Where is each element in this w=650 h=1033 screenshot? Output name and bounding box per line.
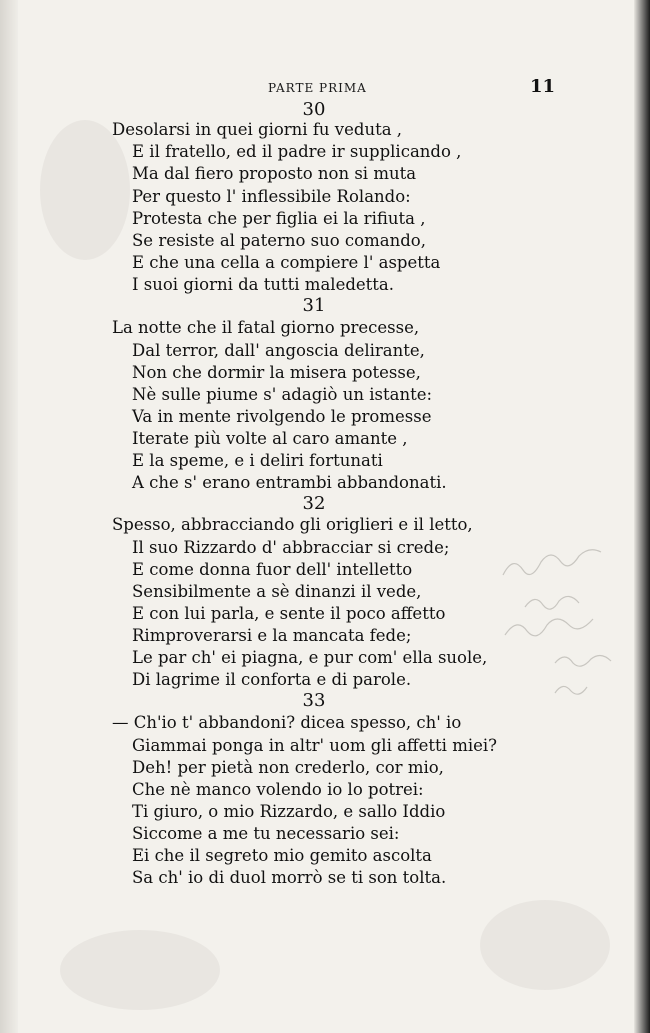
- verse-line: Non che dormir la misera potesse,: [132, 363, 421, 382]
- verse-line: E il fratello, ed il padre ir supplicando ,: [132, 142, 462, 161]
- page-left-edge: [0, 0, 18, 1033]
- verse-line: Di lagrime il conforta e di parole.: [132, 670, 412, 689]
- verse-line: — Ch'io t' abbandoni? dicea spesso, ch' io: [112, 713, 462, 732]
- verse-line: Desolarsi in quei giorni fu veduta ,: [112, 120, 403, 139]
- verse-line: Siccome a me tu necessario sei:: [132, 824, 400, 843]
- verse-line: Il suo Rizzardo d' abbracciar si crede;: [132, 538, 450, 557]
- verse-line: Spesso, abbracciando gli origlieri e il letto,: [112, 515, 473, 534]
- verse-line: Se resiste al paterno suo comando,: [132, 231, 426, 250]
- stanza-number: 31: [302, 295, 326, 316]
- running-head: PARTE PRIMA: [268, 81, 367, 95]
- verse-line: Le par ch' ei piagna, e pur com' ella suole,: [132, 648, 488, 667]
- stanza-number: 30: [302, 99, 326, 120]
- page-number: 11: [530, 76, 556, 97]
- paper-stain: [60, 930, 220, 1010]
- verse-line: Che nè manco volendo io lo potrei:: [132, 780, 424, 799]
- verse-line: A che s' erano entrambi abbandonati.: [132, 473, 447, 492]
- stanza-number: 32: [302, 493, 326, 514]
- verse-line: Nè sulle piume s' adagiò un istante:: [132, 385, 433, 404]
- stanza-number: 33: [302, 690, 326, 711]
- paper-stain: [40, 120, 130, 260]
- verse-line: Ma dal fiero proposto non si muta: [132, 164, 417, 183]
- verse-line: E la speme, e i deliri fortunati: [132, 451, 383, 470]
- verse-line: La notte che il fatal giorno precesse,: [112, 318, 420, 337]
- verse-line: Sa ch' io di duol morrò se ti son tolta.: [132, 868, 447, 887]
- verse-line: E che una cella a compiere l' aspetta: [132, 253, 441, 272]
- paper-stain: [480, 900, 610, 990]
- verse-line: Va in mente rivolgendo le promesse: [132, 407, 432, 426]
- pencil-marginalia: [495, 535, 635, 705]
- verse-line: E come donna fuor dell' intelletto: [132, 560, 413, 579]
- verse-line: Dal terror, dall' angoscia delirante,: [132, 341, 425, 360]
- verse-line: Per questo l' inflessibile Rolando:: [132, 187, 411, 206]
- verse-line: Rimproverarsi e la mancata fede;: [132, 626, 412, 645]
- verse-line: Protesta che per figlia ei la rifiuta ,: [132, 209, 426, 228]
- verse-line: Iterate più volte al caro amante ,: [132, 429, 408, 448]
- verse-line: Giammai ponga in altr' uom gli affetti miei?: [132, 736, 498, 755]
- verse-line: Ei che il segreto mio gemito ascolta: [132, 846, 432, 865]
- verse-line: E con lui parla, e sente il poco affetto: [132, 604, 446, 623]
- verse-line: I suoi giorni da tutti maledetta.: [132, 275, 395, 294]
- verse-line: Deh! per pietà non crederlo, cor mio,: [132, 758, 444, 777]
- verse-line: Ti giuro, o mio Rizzardo, e sallo Iddio: [132, 802, 446, 821]
- verse-line: Sensibilmente a sè dinanzi il vede,: [132, 582, 422, 601]
- page-right-edge: [634, 0, 650, 1033]
